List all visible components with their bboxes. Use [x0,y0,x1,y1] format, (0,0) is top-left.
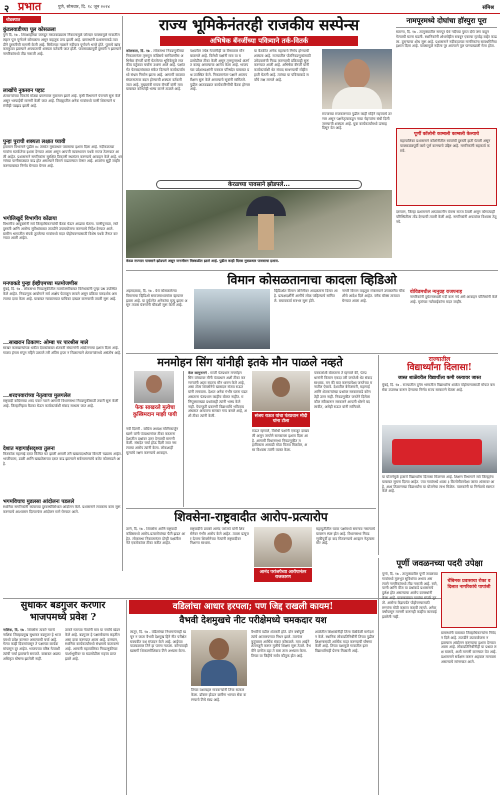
manmohan-body2: राऊत म्हणाले, विरोधी पक्षांनी एकजूट दाखवली असून जनतेने सरकारला इशारा दिला आहे. आगामी विधानसभा निवडणुकीत महाविकास आघाडी मोठा विजय मिळवेल, असा विश्वास त्यांनी व्यक्त केला. [252,429,310,453]
manmohan-sidebar [126,371,184,507]
photo-caption: केरळच्या पावसाने झोडपले... [228,182,290,188]
person-icon [258,214,274,250]
purni-headline: पूर्णी जवळनच्या पदरी उपेक्षा [396,558,483,568]
brief-body: विभागीय आयुक्तांनी सर्व जिल्हाधिकाऱ्यांची बैठक घेऊन आढावा घेतला. पाणीपुरवठा, रस्ते दुरुस्ती आणि आरोग्य सुविधांबाबत तातडीने उपाययोजना करण्याचे निर्देश देण्यात आले. ग्रामीण भागातील संपर्क तुटलेल्या गावांमध्ये मदत पोहोचवण्यासाठी विशेष पथके तैनात करण्यात आली आहेत. [3,222,119,241]
kharge-photo [134,371,174,403]
vadilancha-body4: शाळेतील शिक्षकांनीही तिला वेळोवेळी मार्गदर्शन केले. स्थानिक लोकप्रतिनिधींनी तिच्या पुढील शिक्षणासाठी आर्थिक मदत करण्याची घोषणा केली आहे. तिच्या यशामुळे गावातील इतर विद्यार्थ्यांनाही प्रेरणा मिळाली आहे. [315,630,375,654]
left-column [3,16,123,571]
vadilancha-headline: वडिलांचा आधार हरपला; पण जिद्द राखली कायम! [172,602,334,612]
vadilancha-body3: वैभवीचे वडील शेतकरी होते. दोन वर्षांपूर्वी त्यांचे आजारपणात निधन झाले. त्यानंतर कुटुंबावर आर्थिक संकट कोसळले. मात्र आईने शेतमजुरी करून मुलीचे शिक्षण सुरू ठेवले. वैभवीने दररोज दहा ते बारा तास अभ्यास केला. तिच्या या जिद्दीचे सर्वत्र कौतुक होत आहे. [251,630,311,658]
manmohan-body1: केल कामुनलने - माजी पंतप्रधान मनमोहन सिंग यांच्यावर मौनी पंतप्रधान अशी टीका करणाऱ्यांनी आता स्वतःच मौन धारण केले आहे, असा टोला शिवसेनेचे खासदार संजय राऊत यांनी लगावला. देशात अनेक गंभीर घटना घडत असताना पंतप्रधान काहीच बोलत नाहीत. मणिपूरसारख्या प्रश्नांवरही त्यांनी भाष्य केले नाही. पेपरफुटी प्रकरणी विद्यार्थ्यांचे भवितव्य अंधारात असताना सरकार गप्प बसले आहे, अशी टीका त्यांनी केली. [188,371,248,419]
vadilancha-body1: लातूर, दि. १७ - वडिलांच्या निधनानंतरही खचून न जाता वैभवी देशमुख हिने नीट परीक्षेत घवघवीत यश संपादन केले आहे. आईच्या पाठबळावर तिने हा पल्ला गाठला. कोणत्याही खासगी शिकवणीशिवाय तिने अभ्यास केला. [130,630,188,654]
right-headline: नामपूरमध्ये दोघांचा हॉस्पुरा पूरा [396,16,497,28]
portrait-head-icon [274,533,292,553]
raut-photo [252,371,310,411]
lead-body-col3: या बैठकीत अनेक महत्त्वाचे निर्णय होण्याची शक्यता आहे. राज्यातील पोटनिवडणुकांसाठी उमेदवारांची निवड करण्याची प्रक्रियाही सुरू करण्यात आली आहे. अभिषेक बॅनर्जी यांनी कार्यकर्त्यांशी थेट संवाद साधण्याची मोहीम हाती घेतली आहे. त्यांच्या या पवित्र्याकडे सर्वांचे लक्ष लागले आहे. [254,49,311,82]
brief-body: मुंबई, दि. १७ - लोकसभा निवडणुकीतील मतमोजणीबाबत विरोधकांनी पुन्हा प्रश्न उपस्थित केले आहेत. निवडणूक आयोगाने सर्व आक्षेप फेटाळून लावले असून प्रक्रिया पारदर्शक असल्याचा दावा केला आहे. याबाबत न्यायालयात याचिका दाखल करण्याची तयारी सुरू आहे. [3,287,117,301]
manmohan-side-body: नवी दिल्ली - काँग्रेस अध्यक्ष मल्लिकार्जुन खरगे यांनी पंतप्रधानांवर टीका करताना देशातील प्रश्नांवर उत्तर देण्याची मागणी केली. संसदेत चर्चा होऊ दिली जात नसल्याचा आरोप त्यांनी केला. लोकशाही मूल्यांचे रक्षण करण्याचे आवाहन. [126,427,179,455]
brief-title: मनपाकडे पुन्हा ईव्हीएमच्या मतमोजणीस [3,281,78,287]
lead-portrait [322,49,392,109]
shivsena-body3: महायुतीतील घटक पक्षांमध्ये समन्वय नसल्याचे यावरून स्पष्ट होत आहे. विधानसभा निवडणुकीपूर्वी हा वाद मिटवण्याचे आव्हान नेतृत्वासमोर आहे. [316,527,375,546]
purni-box-text: चेंबिमक प्रवासाचा रोका व दिलात नागरिकांचे पापांजी [447,579,491,590]
portrait-head-icon [272,377,290,397]
video-photo [194,289,270,349]
brief-title: कुंडलवाडीच्या पूल कोसळला [3,27,56,33]
bottom-left-headline: सुधाकर बडगुजर करणार भाजपमध्ये प्रवेश ? [20,600,106,623]
brief-title: पुन्हा पुराची शक्यता लक्षात घ्यावी [3,139,66,145]
briefs-strip: थोडक्यात [3,16,41,23]
manmohan-kicker: केल कामुनलने [188,371,207,375]
brief-body: स्थानिक नागरिकांनी रस्त्याच्या दुरवस्थेविरोधात आंदोलन केले. प्रशासनाने लवकरच काम सुरू करण्याचे आश्वासन दिल्यानंतर आंदोलन मागे घेण्यात आले. [3,505,121,514]
video-sidebar [410,289,498,349]
video-body2: व्हिडिओत विमान जमिनीवर आदळताना दिसत आहे. प्रत्यक्षदर्शींनी आगीचे लोळ पाहिल्याचे सांगितले. बचावकार्य रात्रभर सुरू होते. [274,289,338,303]
bus-icon [392,439,482,465]
lead-dateline: कोलकता, दि. १७ [126,49,150,53]
video-headline: विमान कोसळतानाचा कादला व्हिडिओ [227,272,397,287]
purni-box [441,572,497,628]
umbrella-icon [246,196,286,216]
video-sub: वोविडमधील न्यनुग्रह राजपनाह [410,290,463,295]
portrait-head-icon [344,59,370,89]
purni-body2: ग्रामस्थांनी याबाबत जिल्हाधिकाऱ्यांना निवेदन दिले आहे. तातडीने उपाययोजना न झाल्यास आंदोलन करण्याचा इशारा देण्यात आला आहे. लोकप्रतिनिधींनीही या प्रश्नात लक्ष घालावे, अशी मागणी करण्यात येत आहे. प्रशासनाने सर्वेक्षण करून अहवाल मागवला असल्याचे सांगण्यात आले. [441,631,497,664]
brief-title: भगोलिखुर्दे विभागीय कोंढाया [3,216,57,222]
paranjape-photo [254,527,312,567]
kerala-rain-photo [126,190,392,258]
portrait-body-icon [201,660,237,686]
vadilancha-body2: तिच्या यशाबद्दल गावकऱ्यांनी तिचा सत्कार केला. डॉक्टर होऊन ग्रामीण भागात सेवा करण्याचे तिचे स्वप्न आहे. [191,688,247,702]
lead-body-col2: पक्षातील ज्येष्ठ नेत्यांनीही या विषयावर मौन बाळगले आहे. विरोधी पक्षांनी मात्र या घडामोडींवर टीका केली असून तृणमूलमध्ये अंतर्गत कलह असल्याचा आरोप केला आहे. भाजपच्या प्रदेशाध्यक्षांनी पत्रकार परिषदेत याबाबत प्रश्न उपस्थित केले. निकालानंतर पक्षाने आत्मपरीक्षण सुरू केले असल्याचे सूत्रांनी सांगितले. पुढील आठवड्यात कार्यकारिणीची बैठक होणार आहे. [190,49,250,92]
lead-headline: राज्य भूमिकेनंतरही राजकीय सस्पेन्स [159,16,359,34]
state-body1: मुंबई, दि. १७ - राज्यातील दुर्गम भागातील विद्यार्थ्यांना शाळेत पोहोचण्यासाठी मोफत बससेवा उपलब्ध करून देण्याचा निर्णय राज्य सरकारने घेतला आहे. [382,383,495,392]
divider [126,508,376,509]
portrait-head-icon [146,375,162,393]
bottom-left-body1: नाशिक, दि. १७ - शिवसेना ठाकरे गटाचे नाशिक जिल्हाप्रमुख सुधाकर बडगुजर हे भाजपमध्ये प्रवेश करणार असल्याची चर्चा आहे. गेल्या काही दिवसांपासून ते पक्षाच्या कार्यक्रमांपासून दूर आहेत. भाजपच्या वरिष्ठ नेत्यांशी त्यांची चर्चा झाल्याचे समजते. याबाबत अद्याप अधिकृत घोषणा झालेली नाही. [3,628,61,661]
shivsena-headline: शिवसेना-राष्ट्रवादीत आरोप-प्रत्यारोप [174,510,328,524]
video-body3: नागरी विमान वाहतूक मंत्रालयाने उच्चस्तरीय चौकशीचे आदेश दिले आहेत. ब्लॅक बॉक्स ताब्यात घेण्यात आला आहे. [342,289,405,303]
divider [126,353,498,354]
photo-credit: केरळ राज्यात पावसाने झोडपले असून जनजीवन विस्कळीत झाले आहे. पुढील काही दिवस मुसळधार पावसाचा इशारा. [126,259,280,263]
manmohan-story [126,355,374,507]
brief-body: किरकोळ महागाई दरात किंचित घट झाली असली तरी खाद्यपदार्थांच्या किमती चढ्याच आहेत. भाजीपाला, डाळी आणि खाद्यतेलाच्या दरात वाढ झाल्याने सर्वसामान्यांचे बजेट कोलमडले आहे. [3,452,122,466]
brief-body: राष्ट्रवादी काँग्रेसच्या शरद पवार गटाने आगामी विधानसभा निवडणुकीसाठी तयारी सुरू केली आहे. जिल्हानिहाय बैठका घेऊन कार्यकर्त्यांशी संवाद साधला जात आहे. [3,399,119,408]
brief-title: भगमविचाच मुडलसा आंदोलनः पडलले [3,499,75,505]
right-body: सटाणा, दि. १७ - तालुक्यातील नामपूर येथे नदीच्या पुरात दोघे जण वाहून गेल्याची घटना घडली. स्थानिकांनी शोधमोहीम राबवून एकाचा मृतदेह बाहेर काढला. दुसऱ्याचा शोध सुरू आहे. प्रशासनाने नदीकाठच्या नागरिकांना सावधगिरीचा इशारा दिला आहे. पावसामुळे नदीला पूर आल्याने पूल पाण्याखाली गेला होता. [396,30,497,49]
purni-story [378,558,497,795]
right-ad-body: महापालिका प्रशासनाने कॉलोनीतील रस्त्यांची दुरुस्ती हाती घेतली असून पावसाळ्यापूर्वी कामे पूर्ण करण्याचे उद्दिष्ट आहे. नागरिकांनी सहकार्य करावे. [400,139,491,153]
state-kicker: राज्यातील [428,356,451,363]
vaibhavi-photo [191,630,247,686]
brief-title: देशात महागाईसदृश्या तुलना [3,446,55,452]
manmohan-tagline: संजय राऊत यांचा पंतप्रधान मोदी यांना टोला [252,412,310,427]
manmohan-headline: मनमोहन सिंग यांनीही इतके मौन पाळले नव्हते [157,355,343,369]
bottom-left-story [3,600,123,795]
lead-body-col1: कोलकता, दि. १७ - लोकसभा निवडणुकीच्या निकालानंतर तृणमूल काँग्रेसचे सरचिटणीस अभिषेक बॅनर्जी यांनी घेतलेल्या भूमिकेमुळे राजकीय वर्तुळात चर्चांना उधाण आले आहे. पक्षांतर्गत फेरबदलांबाबत संकेत दिल्याने कार्यकर्त्यांमध्ये संभ्रम निर्माण झाला आहे. आगामी काळात संघटनात्मक बदल होण्याची शक्यता वर्तवली जात आहे. मुख्यमंत्री ममता बॅनर्जी यांनी मात्र याबाबत कोणतेही भाष्य करणे टाळले आहे. [126,49,185,92]
purni-body1: पूर्णा, दि. १७ - तालुक्यातील पूर्णी जवळच्या गावांमध्ये मूलभूत सुविधांचा अभाव असल्याने नागरिकांमध्ये तीव्र नाराजी आहे. रस्ते, पाणी आणि वीज या प्रश्नांकडे प्रशासनाचे दुर्लक्ष होत असल्याचा आरोप ग्रामस्थांनी केला आहे. पावसाळ्यात गावांचा संपर्क तुटतो. आरोग्य केंद्रापर्यंत पोहोचण्यासाठी रुग्णांना मोठी कसरत करावी लागते. अनेक वर्षांपासून मागणी करूनही काहीच कारवाई झालेली नाही. [382,572,438,620]
state-sub: जास्त शाळेंवरील विद्यार्थीला कमी रस्त्यावर जास्त [397,376,482,381]
manmohan-side-title: फेक साखरले मुत्वेचा कुस्त्रिमदान माझी पायी [133,405,177,418]
vadilancha-headline-bar [129,600,377,614]
brief-body: हवामान विभागाने पुढील ४८ तासांत मुसळधार पावसाचा इशारा दिला आहे. नदीकाठच्या गावांना सतर्कतेचा इशारा देण्यात आला असून आपत्ती व्यवस्थापन पथके सज्ज ठेवण्यात आली आहेत. प्रशासनाने नागरिकांना सुरक्षित ठिकाणी स्थलांतर करण्याचे आवाहन केले आहे. धरणांच्या पाणीसाठ्यात वाढ होत असल्याने विसर्ग वाढवण्यात येणार आहे. शाळांना सुट्टी जाहीर करण्याबाबत निर्णय घेण्यात येणार आहे. [3,145,122,169]
video-side-body: नागरिकांनी दुर्घटनास्थळी गर्दी करू नये असे आवाहन पोलिसांनी केले आहे. मृतांच्या नातेवाईकांना मदत जाहीर. [410,295,498,304]
brief-body: पुणे दि. १७ - शिवशाहीच्या जलदूत मराठवाड्याला निकालामुळे जोरदार पावसामुळे गावातील लहान पूल पूर्णपणे कोसळला असून वाहतूक ठप्प झाली आहे. ग्रामस्थांनी प्रशासनाकडे तातडीने दुरुस्तीची मागणी केली आहे. सिमेंटच्या गाळाने नदीपात्र पूर्णपणे भरले होते. पुलाचे खांब कमकुवत झाल्याने अपघाताची शक्यता वर्तवली जात होती. पावसाळ्यापूर्वी दुरुस्ती न झाल्याने नागरिकांमध्ये तीव्र नाराजी आहे. [3,33,122,57]
brief-body: साखर कारखान्यांच्या थकीत देयकांबाबत शेतकरी संघटनांनी आंदोलनाचा इशारा दिला आहे. गाळप हंगाम संपून महिने उलटले तरी अंतिम हप्ता न मिळाल्याने शेतकऱ्यांमध्ये असंतोष आहे. [3,346,122,355]
bottom-left-body2: ठाकरे गटाच्या नेत्यांनी मात्र या चर्चांचे खंडन केले आहे. बडगुजर हे पक्षासोबतच राहतील असा दावा करण्यात आला आहे. दरम्यान, स्थानिक कार्यकर्त्यांमध्ये संभ्रमाचे वातावरण आहे. आगामी महापालिका निवडणुकीच्या पार्श्वभूमीवर या घडामोडीला महत्त्व प्राप्त झाले आहे. [65,628,120,661]
date-line: पुणे, सोमवार, दि. १८ जून २०२४ [58,5,110,10]
shivsena-body1: ठाणे, दि. १७ - शिवसेना आणि राष्ट्रवादी काँग्रेसमध्ये आरोप-प्रत्यारोपांच्या फैरी झडत आहेत. लोकसभा निकालानंतर दोन्ही पक्षांतील नेते एकमेकांवर टीका करीत आहेत. [126,527,186,546]
right-body-lower: दरम्यान, जिल्हा प्रशासनाने आपत्कालीन यंत्रणा सज्ज ठेवली असून कोणत्याही परिस्थितीला तोंड देण्याची तयारी केली आहे. नागरिकांनी अफवांवर विश्वास ठेवू नये. [396,210,497,224]
state-headline: विद्यार्थ्यांना दिलासा! [407,363,472,373]
lead-kicker: अभिषेक बॅनर्जीच्या पवित्र्याने तर्क-वितर्क [160,36,358,46]
section-label: संमिश्र [482,5,494,11]
video-story [126,272,498,352]
brief-body: शेतकऱ्यांच्या पिकांचे मोठ्या प्रमाणावर नुकसान झाले आहे. कृषी विभागाने पंचनामे सुरू केले असून भरपाईची मागणी केली जात आहे. जिल्ह्यातील अनेक गावांमध्ये पाणी शिरल्याने घरांचीही पडझड झाली आहे. [3,94,121,108]
portrait-head-icon [209,638,229,660]
page-number: २ [4,4,10,15]
bottom-left-dateline: नाशिक, दि. १७ [3,628,24,632]
masthead [0,0,500,14]
right-ad-title: पूर्णी कॉलोनी काम्बली काम्बली केल्याचे [414,132,479,137]
brief-title: ...शरदपवारांच्या नेतृत्वाचा मुलगलेल [3,393,71,399]
manmohan-body3: पत्रकारांशी बोलताना ते म्हणाले की, पंतप्रधानांनी किमान एकदा तरी जनतेशी थेट संवाद साधावा. मन की बात करण्यापेक्षा जनतेच्या मनातील ऐकावे. देशातील बेरोजगारी, महागाई आणि शेतकऱ्यांच्या प्रश्नांवर सरकारकडे कोणतेही उत्तर नाही. निवडणुकीत जनतेने दिलेला कौल स्वीकारून सरकारने आपली धोरणे बदलावीत, असेही राऊत यांनी सांगितले. [314,371,373,409]
right-ad-box [396,128,497,206]
brief-title: ...साखरान ठिकाण: ओम्बा पर पारश्रीस माले [3,340,89,346]
lead-body-col4: राज्याच्या राजकारणात पुढील काही महिने महत्त्वाचे ठरणार असून पक्षनेतृत्वाकडून नव्या चेहऱ्यांना संधी दिली जाण्याची शक्यता आहे. युवा कार्यकर्त्यांमध्ये उत्साह दिसून येत आहे. [322,112,392,131]
photo-caption-bar [156,180,362,189]
state-body2: या योजनेमुळे हजारो विद्यार्थ्यांना दिलासा मिळणार आहे. शिक्षण विभागाने सर्व जिल्ह्यांना याबाबत सूचना दिल्या आहेत. ज्या गावांमध्ये शाळा ३ किलोमीटरपेक्षा जास्त अंतरावर आहे, अशा ठिकाणच्या विद्यार्थ्यांना या योजनेचा लाभ मिळेल. पालकांनी या निर्णयाचे स्वागत केले आहे. [382,475,495,494]
brand-logo: प्रभात [18,0,42,13]
vadilancha-story [126,600,376,795]
shivsena-body2: राष्ट्रवादीचे प्रवक्ते आनंद परांजपे यांनी शिवसेनेवर गंभीर आरोप केले आहेत. त्याला प्रत्युत्तर देताना शिवसेनेच्या नेत्यांनी राष्ट्रवादीवर निशाणा साधला. [190,527,249,546]
divider [126,270,498,271]
vadilancha-sub: वैभवी देशमुखचे नीट परीक्षेमध्ये चमकदार यश [179,616,327,626]
video-body1: अहमदाबाद, दि. १७ - येथे कोसळलेल्या विमानाचा व्हिडिओ समाजमाध्यमांवर व्हायरल झाला आहे. या दुर्घटनेत अनेकांचा मृत्यू झाला असून तपास यंत्रणांनी चौकशी सुरू केली आहे. [126,289,188,308]
shivsena-photo-caption: आनंद परांजपेच्या आरोपानंतर राजकारण [254,568,312,582]
school-bus-photo [382,425,497,473]
portrait-body-icon [332,87,382,109]
right-column [396,16,497,272]
lead-story [126,16,392,202]
brief-title: लाखोंचे नुकसान पहाट [3,88,45,94]
